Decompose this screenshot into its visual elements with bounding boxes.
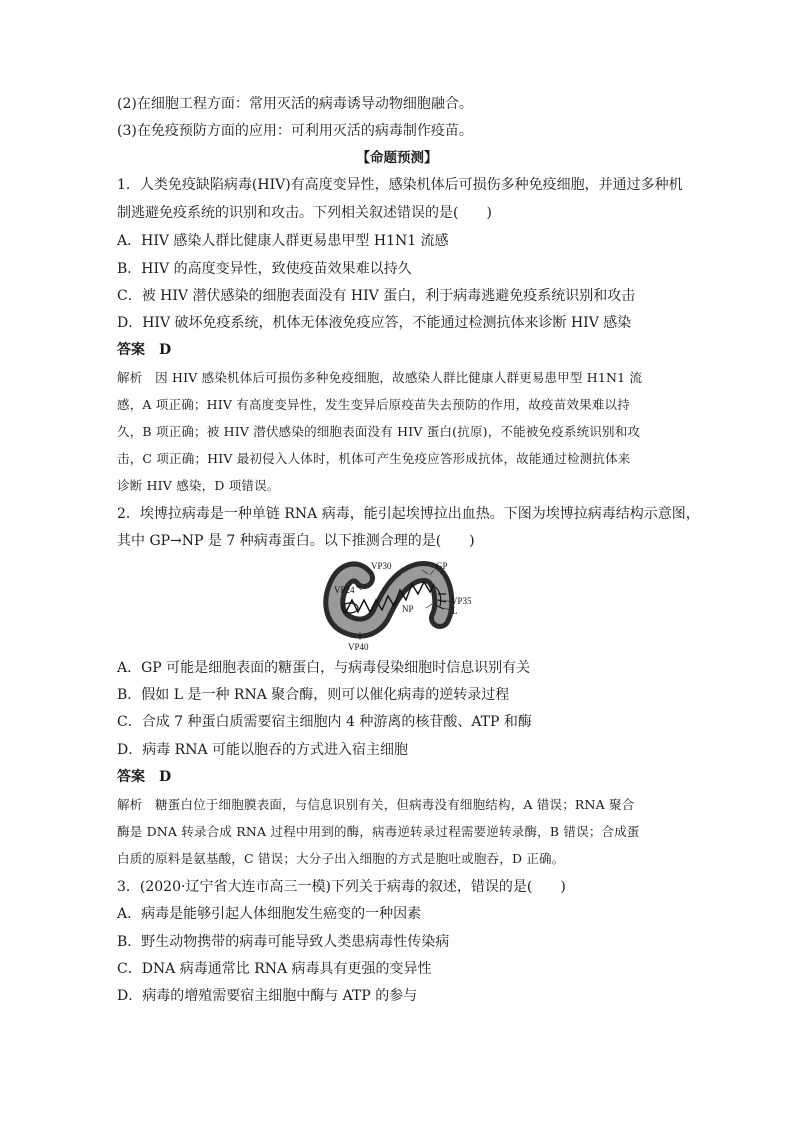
section-title: 【命题预测】 <box>356 150 438 166</box>
q2-option-a: A．GP 可能是细胞表面的糖蛋白，与病毒侵染细胞时信息识别有关 <box>117 660 531 676</box>
q1-stem-line2: 制逃避免疫系统的识别和攻击。下列相关叙述错误的是( ) <box>117 205 492 221</box>
label-l: L <box>452 606 458 616</box>
label-gp: GP <box>436 561 448 571</box>
q1-explanation-line2: 感，A 项正确；HIV 有高度变异性，发生变异后原疫苗失去预防的作用，故疫苗效果难以持 <box>117 397 630 412</box>
q2-option-d: D．病毒 RNA 可能以胞吞的方式进入宿主细胞 <box>117 742 409 758</box>
q1-option-c: C．被 HIV 潜伏感染的细胞表面没有 HIV 蛋白，利于病毒逃避免疫系统识别和攻击 <box>117 288 636 304</box>
paragraph-immune-prevention: (3)在免疫预防方面的应用：可利用灭活的病毒制作疫苗。 <box>117 123 473 139</box>
q1-answer: 答案 D <box>117 342 172 358</box>
q1-option-a: A．HIV 感染人群比健康人群更易患甲型 H1N1 流感 <box>117 233 449 249</box>
q1-explanation-line1: 解析 因 HIV 感染机体后可损伤多种免疫细胞，故感染人群比健康人群更易患甲型 H1N1 流 <box>117 370 643 385</box>
q3-option-a: A．病毒是能够引起人体细胞发生癌变的一种因素 <box>117 906 422 922</box>
q1-explanation-line4: 击，C 项正确；HIV 最初侵入人体时，机体可产生免疫应答形成抗体，故能通过检测抗体来 <box>117 451 631 466</box>
label-np: NP <box>402 604 414 614</box>
q3-option-d: D．病毒的增殖需要宿主细胞中酶与 ATP 的参与 <box>117 988 418 1004</box>
paragraph-cell-engineering: (2)在细胞工程方面：常用灭活的病毒诱导动物细胞融合。 <box>117 96 473 112</box>
q2-answer: 答案 D <box>117 769 172 785</box>
q2-explanation-line1: 解析 糖蛋白位于细胞膜表面，与信息识别有关，但病毒没有细胞结构，A 错误；RNA 聚合 <box>117 797 635 812</box>
label-vp40: VP40 <box>348 642 369 652</box>
q1-option-b: B．HIV 的高度变异性，致使疫苗效果难以持久 <box>117 261 412 277</box>
q2-explanation-line3: 白质的原料是氨基酸，C 错误；大分子出入细胞的方式是胞吐或胞吞，D 正确。 <box>117 851 565 866</box>
q2-stem-line1: 2．埃博拉病毒是一种单链 RNA 病毒，能引起埃博拉出血热。下图为埃博拉病毒结构示意图， <box>117 506 700 522</box>
q1-explanation-line3: 久，B 项正确；被 HIV 潜伏感染的细胞表面没有 HIV 蛋白(抗原)，不能被免疫系统识别和攻 <box>117 424 641 439</box>
ebola-virus-structure-diagram <box>316 560 478 656</box>
q3-option-c: C．DNA 病毒通常比 RNA 病毒具有更强的变异性 <box>117 961 432 977</box>
q2-stem-line2: 其中 GP→NP 是 7 种病毒蛋白。以下推测合理的是( ) <box>117 533 475 549</box>
q2-explanation-line2: 酶是 DNA 转录合成 RNA 过程中用到的酶，病毒逆转录过程需要逆转录酶，B 错误；合成蛋 <box>117 824 640 839</box>
label-vp30: VP30 <box>371 561 392 571</box>
q1-option-d: D．HIV 破坏免疫系统，机体无体液免疫应答，不能通过检测抗体来诊断 HIV 感染 <box>117 315 632 331</box>
label-vp35: VP35 <box>451 596 472 606</box>
q3-stem: 3．(2020·辽宁省大连市高三一模)下列关于病毒的叙述，错误的是( ) <box>117 879 566 895</box>
label-vp24: VP24 <box>334 585 355 595</box>
q2-option-b: B．假如 L 是一种 RNA 聚合酶，则可以催化病毒的逆转录过程 <box>117 687 510 703</box>
q2-option-c: C．合成 7 种蛋白质需要宿主细胞内 4 种游离的核苷酸、ATP 和酶 <box>117 714 532 730</box>
q1-stem-line1: 1．人类免疫缺陷病毒(HIV)有高度变异性，感染机体后可损伤多种免疫细胞，并通过多种机 <box>117 177 683 193</box>
q1-explanation-line5: 诊断 HIV 感染，D 项错误。 <box>117 478 280 493</box>
q3-option-b: B．野生动物携带的病毒可能导致人类患病毒性传染病 <box>117 934 450 950</box>
